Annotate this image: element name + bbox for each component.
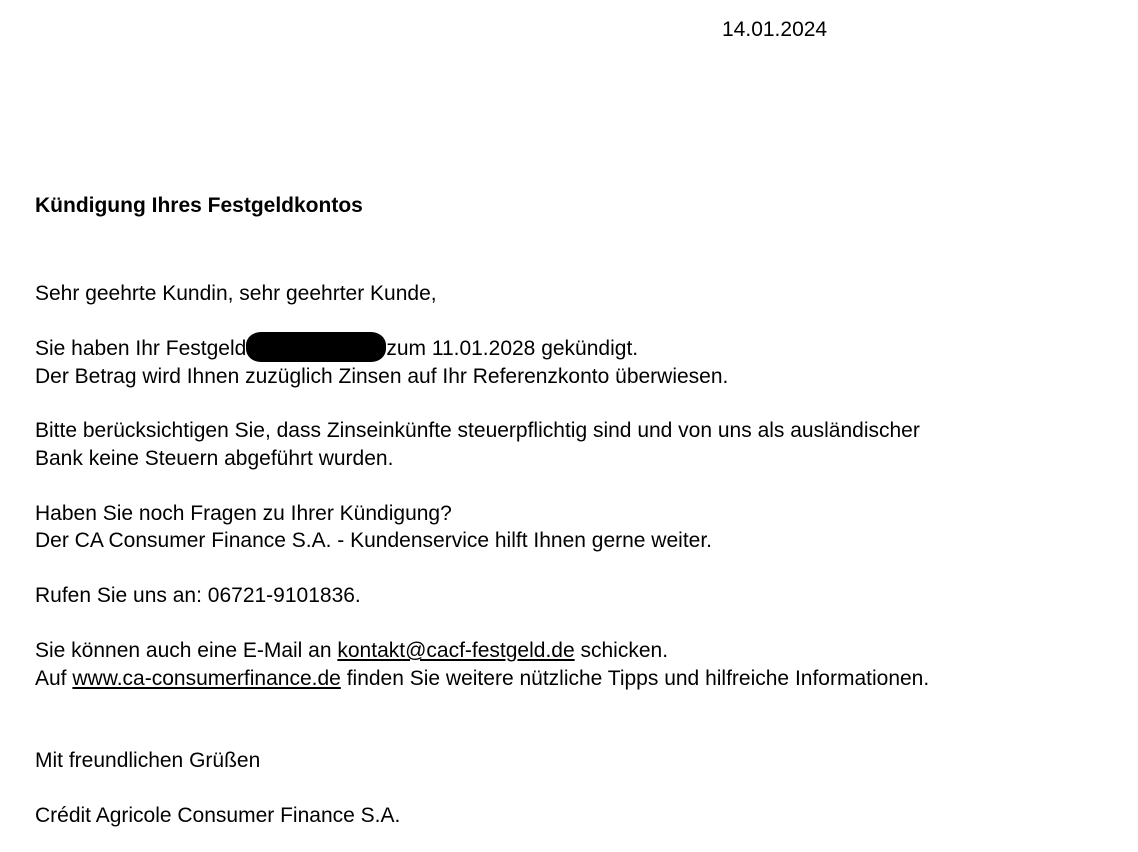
- email-text-after: schicken.: [580, 639, 669, 662]
- website-line: [35, 666, 929, 692]
- transfer-line: Der Betrag wird Ihnen zuzüglich Zinsen auf Ihr Referenzkonto überwiesen.: [35, 365, 729, 388]
- cancellation-text-before: Sie haben Ihr Festgeld: [35, 337, 247, 360]
- phone-line: Rufen Sie uns an: 06721-9101836.: [35, 584, 361, 607]
- redacted-account-number: [246, 332, 386, 362]
- tax-notice-line-2: Bank keine Steuern abgeführt wurden.: [35, 447, 394, 470]
- tax-notice-line-1: Bitte berücksichtigen Sie, dass Zinseinkünfte steuerpflichtig sind und von uns als ausländischer: [35, 419, 920, 442]
- closing: Mit freundlichen Grüßen: [35, 749, 261, 772]
- questions-line: Haben Sie noch Fragen zu Ihrer Kündigung?: [35, 502, 452, 525]
- website-text-before: Auf: [35, 667, 67, 690]
- email-link[interactable]: kontakt@cacf-festgeld.de: [337, 639, 575, 662]
- email-line: [35, 638, 668, 664]
- letter-date: 14.01.2024: [722, 18, 828, 41]
- sender-name: Crédit Agricole Consumer Finance S.A.: [35, 804, 401, 827]
- website-text-after: finden Sie weitere nützliche Tipps und hilfreiche Informationen.: [346, 667, 930, 690]
- customer-service-line: Der CA Consumer Finance S.A. - Kundenservice hilft Ihnen gerne weiter.: [35, 529, 713, 552]
- salutation: Sehr geehrte Kundin, sehr geehrter Kunde,: [35, 282, 437, 305]
- letter-subject: Kündigung Ihres Festgeldkontos: [35, 194, 363, 217]
- email-text-before: Sie können auch eine E-Mail an: [35, 639, 332, 662]
- cancellation-text-after: zum 11.01.2028 gekündigt.: [386, 337, 639, 360]
- cancellation-line: [35, 336, 638, 362]
- website-link[interactable]: www.ca-consumerfinance.de: [72, 667, 341, 690]
